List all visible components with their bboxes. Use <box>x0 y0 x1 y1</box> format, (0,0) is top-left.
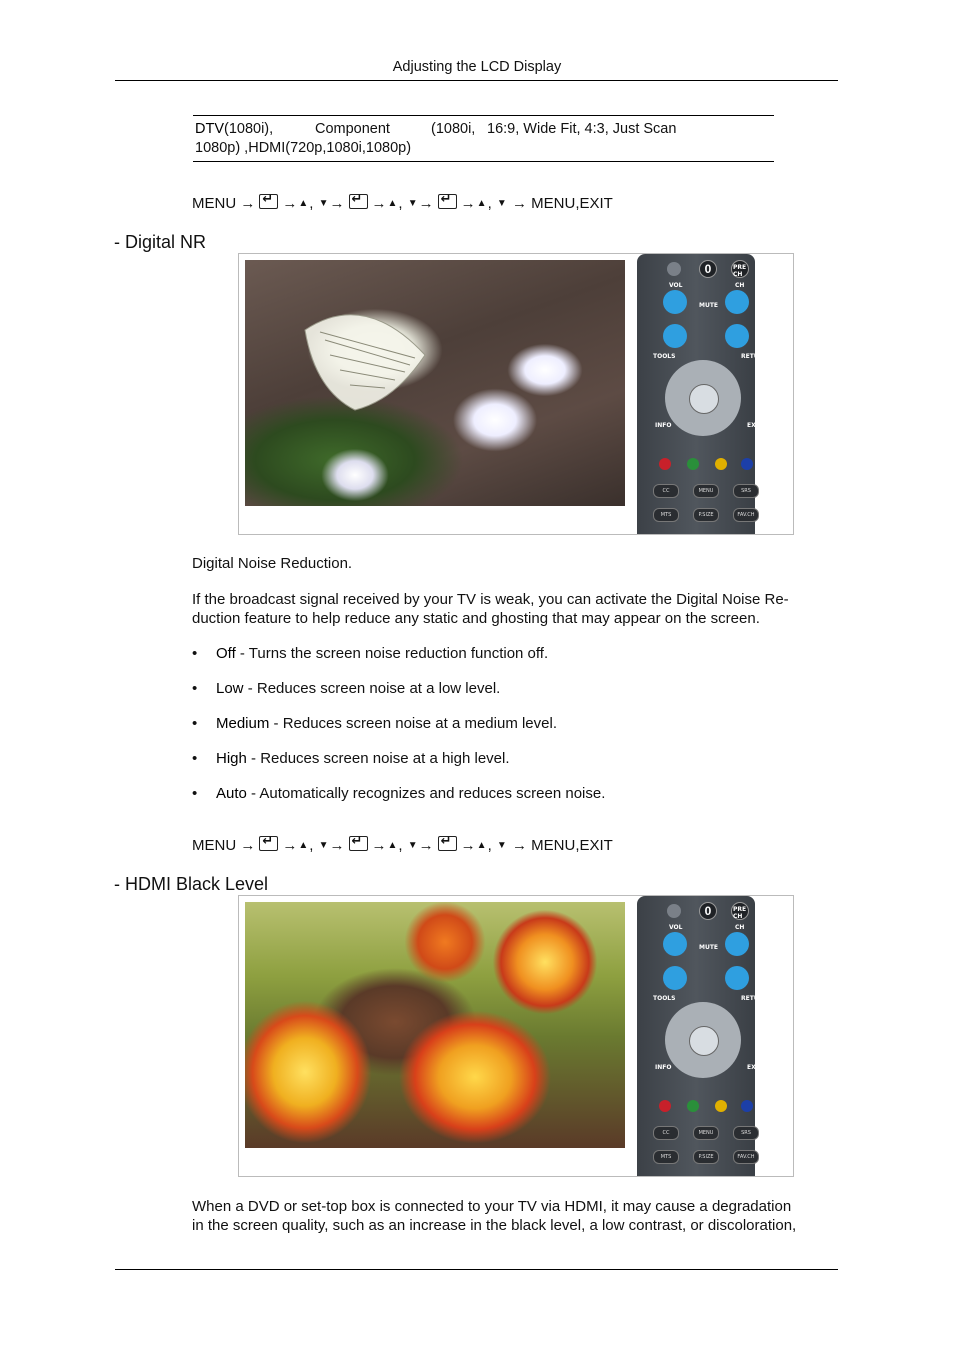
enter-icon <box>349 194 368 209</box>
mode-16-9: 16:9 <box>487 121 516 137</box>
header-rule <box>115 80 838 81</box>
red-button <box>659 458 671 470</box>
comma: , <box>309 195 314 212</box>
down-arrow-icon: ▼ <box>407 840 418 851</box>
enter-icon <box>438 194 457 209</box>
vol-label: VOL <box>669 924 683 931</box>
arrow: → <box>418 195 434 212</box>
component-label: Component <box>315 121 390 137</box>
dpad-enter-button <box>689 1026 719 1056</box>
arrow: → <box>282 837 298 854</box>
comma: , <box>398 837 403 854</box>
enter-icon <box>259 194 278 209</box>
zero-button: 0 <box>699 260 717 278</box>
arrow: → <box>329 195 345 212</box>
butterfly-wing-veins <box>245 260 625 506</box>
return-label: RETURN <box>741 353 769 360</box>
hdmi-res: (720p,1080i,1080p) <box>285 140 412 156</box>
minus-button <box>667 904 681 918</box>
comma: , <box>487 837 492 854</box>
minus-button <box>667 262 681 276</box>
arrow: → <box>418 837 434 854</box>
down-arrow-icon: ▼ <box>318 840 329 851</box>
up-arrow-icon: ▲ <box>476 198 487 209</box>
mode-just-scan: Just Scan <box>612 121 677 137</box>
favch-button: FAV.CH <box>733 1150 759 1164</box>
vol-up-button <box>663 932 687 956</box>
option-desc: - Automatically recognizes and reduces screen noise. <box>246 785 606 802</box>
zero-button: 0 <box>699 902 717 920</box>
menu-start: MENU → <box>192 195 256 212</box>
dtv-label: DTV <box>195 121 224 137</box>
description-line-1: If the broadcast signal received by your TV is weak, you can activate the Digital Noise Re- <box>192 591 789 608</box>
dpad-enter-button <box>689 384 719 414</box>
mts-button: MTS <box>653 1150 679 1164</box>
option-desc: - Reduces screen noise at a high level. <box>246 750 510 767</box>
table-cell-source-line2 <box>195 140 411 156</box>
remote-control <box>637 254 769 534</box>
comma: , <box>487 195 492 212</box>
component-res-a: (1080i, <box>431 121 476 137</box>
arrow: → <box>282 195 298 212</box>
mute-label: MUTE <box>699 302 719 309</box>
hdmi-black-level-illustration <box>238 895 794 1177</box>
butterfly-photo <box>245 260 625 506</box>
component-res-b: 1080p) , <box>195 140 249 156</box>
table-cell-source <box>195 121 273 137</box>
up-arrow-icon: ▲ <box>298 198 309 209</box>
exit-label: EXIT <box>747 422 763 429</box>
down-arrow-icon: ▼ <box>496 840 507 851</box>
cc-button: CC <box>653 484 679 498</box>
green-button <box>687 1100 699 1112</box>
psize-button: P.SIZE <box>693 1150 719 1164</box>
enter-icon <box>349 836 368 851</box>
hdmi-desc-1a: When a DVD or set-top box is connected to your TV via <box>192 1198 565 1215</box>
srs-button: SRS <box>733 1126 759 1140</box>
option-term: Low <box>216 680 244 697</box>
srs-button: SRS <box>733 484 759 498</box>
menu-sequence-1 <box>192 195 613 212</box>
vol-up-button <box>663 290 687 314</box>
table-cell-modes: 16:9, Wide Fit, 4:3, Just Scan <box>487 121 677 137</box>
digital-nr-description <box>192 590 852 628</box>
ch-label: CH <box>735 924 745 931</box>
green-button <box>687 458 699 470</box>
hdmi-label: HDMI <box>248 140 286 156</box>
red-button <box>659 1100 671 1112</box>
table-bottom-rule <box>193 161 774 162</box>
enter-icon <box>438 836 457 851</box>
exit-label: EXIT <box>747 1064 763 1071</box>
ch-label: CH <box>735 282 745 289</box>
digital-nr-illustration <box>238 253 794 535</box>
comma: , <box>398 195 403 212</box>
mute-label: MUTE <box>699 944 719 951</box>
mode-wide-fit: Wide Fit <box>523 121 577 137</box>
up-arrow-icon: ▲ <box>476 840 487 851</box>
ch-down-button <box>725 966 749 990</box>
down-arrow-icon: ▼ <box>496 198 507 209</box>
tools-label: TOOLS <box>653 995 676 1002</box>
menu-sequence-2 <box>192 837 613 854</box>
yellow-button <box>715 1100 727 1112</box>
down-arrow-icon: ▼ <box>407 198 418 209</box>
arrow: → <box>371 195 387 212</box>
mts-button: MTS <box>653 508 679 522</box>
arrow: → <box>460 195 476 212</box>
pre-ch-label: PRE CH <box>733 906 747 920</box>
ch-down-button <box>725 324 749 348</box>
up-arrow-icon: ▲ <box>387 840 398 851</box>
option-term: Auto <box>216 785 247 802</box>
option-desc: - Reduces screen noise at a low level. <box>243 680 501 697</box>
favch-button: FAV.CH <box>733 508 759 522</box>
yellow-button <box>715 458 727 470</box>
section-title-digital-nr: - Digital NR <box>114 232 207 252</box>
remote-control <box>637 896 769 1176</box>
mode-4-3: 4:3 <box>584 121 605 137</box>
menu-end: → MENU,EXIT <box>511 195 613 212</box>
section-title-hdmi-black-level: - HDMI Black Level <box>114 874 269 894</box>
arrow: → <box>371 837 387 854</box>
option-term: Medium <box>216 715 270 732</box>
menu-start: MENU → <box>192 837 256 854</box>
table-top-rule <box>193 115 774 116</box>
down-arrow-icon: ▼ <box>318 198 329 209</box>
blue-button <box>741 1100 753 1112</box>
tulips-photo <box>245 902 625 1148</box>
pre-ch-label: PRE CH <box>733 264 747 278</box>
arrow: → <box>460 837 476 854</box>
description-line-2: duction feature to help reduce any static and ghosting that may appear on the screen. <box>192 610 760 627</box>
dtv-res: (1080i), <box>224 121 274 137</box>
blue-button <box>741 458 753 470</box>
cc-button: CC <box>653 1126 679 1140</box>
footer-rule <box>115 1269 838 1270</box>
ch-up-button <box>725 932 749 956</box>
info-label: INFO <box>655 1064 672 1071</box>
hdmi-desc-2: in the screen quality, such as an increase in the black level, a low contrast, or discoloration, <box>192 1217 797 1234</box>
tools-label: TOOLS <box>653 353 676 360</box>
up-arrow-icon: ▲ <box>298 840 309 851</box>
vol-down-button <box>663 966 687 990</box>
comma: , <box>309 837 314 854</box>
menu-button: MENU <box>693 1126 719 1140</box>
vol-label: VOL <box>669 282 683 289</box>
return-label: RETURN <box>741 995 769 1002</box>
psize-button: P.SIZE <box>693 508 719 522</box>
menu-button: MENU <box>693 484 719 498</box>
digital-nr-subtitle: Digital Noise Reduction. <box>192 555 353 572</box>
option-desc: - Reduces screen noise at a medium level. <box>269 715 557 732</box>
hdmi-black-level-description <box>192 1197 852 1235</box>
vol-down-button <box>663 324 687 348</box>
option-term: Off <box>216 645 236 662</box>
option-term: High <box>216 750 247 767</box>
ch-up-button <box>725 290 749 314</box>
info-label: INFO <box>655 422 672 429</box>
up-arrow-icon: ▲ <box>387 198 398 209</box>
hdmi-term: HDMI <box>564 1198 603 1215</box>
page-header-title: Adjusting the LCD Display <box>392 59 562 75</box>
hdmi-desc-1c: , it may cause a degradation <box>602 1198 792 1215</box>
option-desc: - Turns the screen noise reduction function off. <box>235 645 549 662</box>
arrow: → <box>329 837 345 854</box>
enter-icon <box>259 836 278 851</box>
menu-end: → MENU,EXIT <box>511 837 613 854</box>
